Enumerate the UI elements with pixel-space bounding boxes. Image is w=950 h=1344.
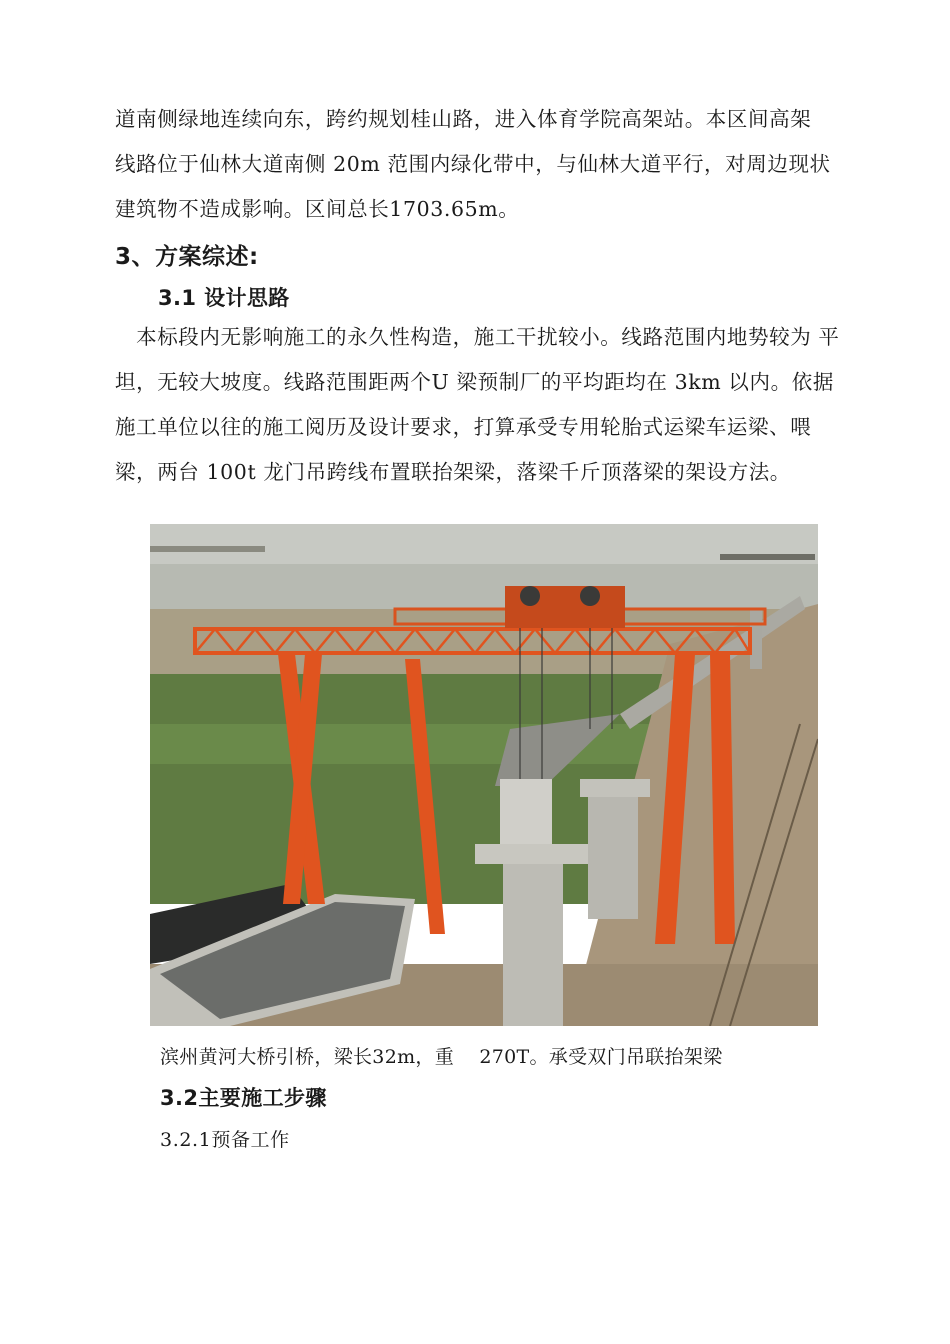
- section-3-1-heading: 3.1 设计思路: [158, 286, 290, 310]
- section-3-heading: 3、方案综述:: [115, 244, 259, 270]
- intro-line-2: 线路位于仙林大道南侧 20m 范围内绿化带中，与仙林大道平行，对周边现状: [115, 152, 831, 176]
- intro-line-1: 道南侧绿地连续向东，跨约规划桂山路，进入体育学院高架站。本区间高架: [115, 107, 812, 131]
- design-idea-paragraph: [115, 315, 875, 495]
- design-line-3: 施工单位以往的施工阅历及设计要求，打算承受专用轮胎式运梁车运梁、喂: [115, 415, 812, 439]
- design-line-2: 坦，无较大坡度。线路范围距两个U 梁预制厂的平均距均在 3km 以内。依据: [115, 370, 834, 394]
- intro-paragraph: [115, 97, 875, 232]
- section-3-2-1-label: 3.2.1预备工作: [160, 1129, 290, 1151]
- design-line-4: 梁，两台 100t 龙门吊跨线布置联抬架梁，落梁千斤顶落梁的架设方法。: [115, 460, 791, 484]
- design-line-1: 本标段内无影响施工的永久性构造，施工干扰较小。线路范围内地势较为 平: [115, 325, 840, 349]
- bridge-gantry-photo: [150, 524, 818, 1026]
- figure-caption: 滨州黄河大桥引桥，梁长32m，重 270T。承受双门吊联抬架梁: [160, 1046, 723, 1068]
- section-3-2-heading: 3.2主要施工步骤: [160, 1086, 327, 1110]
- intro-line-3: 建筑物不造成影响。区间总长1703.65m。: [115, 197, 520, 221]
